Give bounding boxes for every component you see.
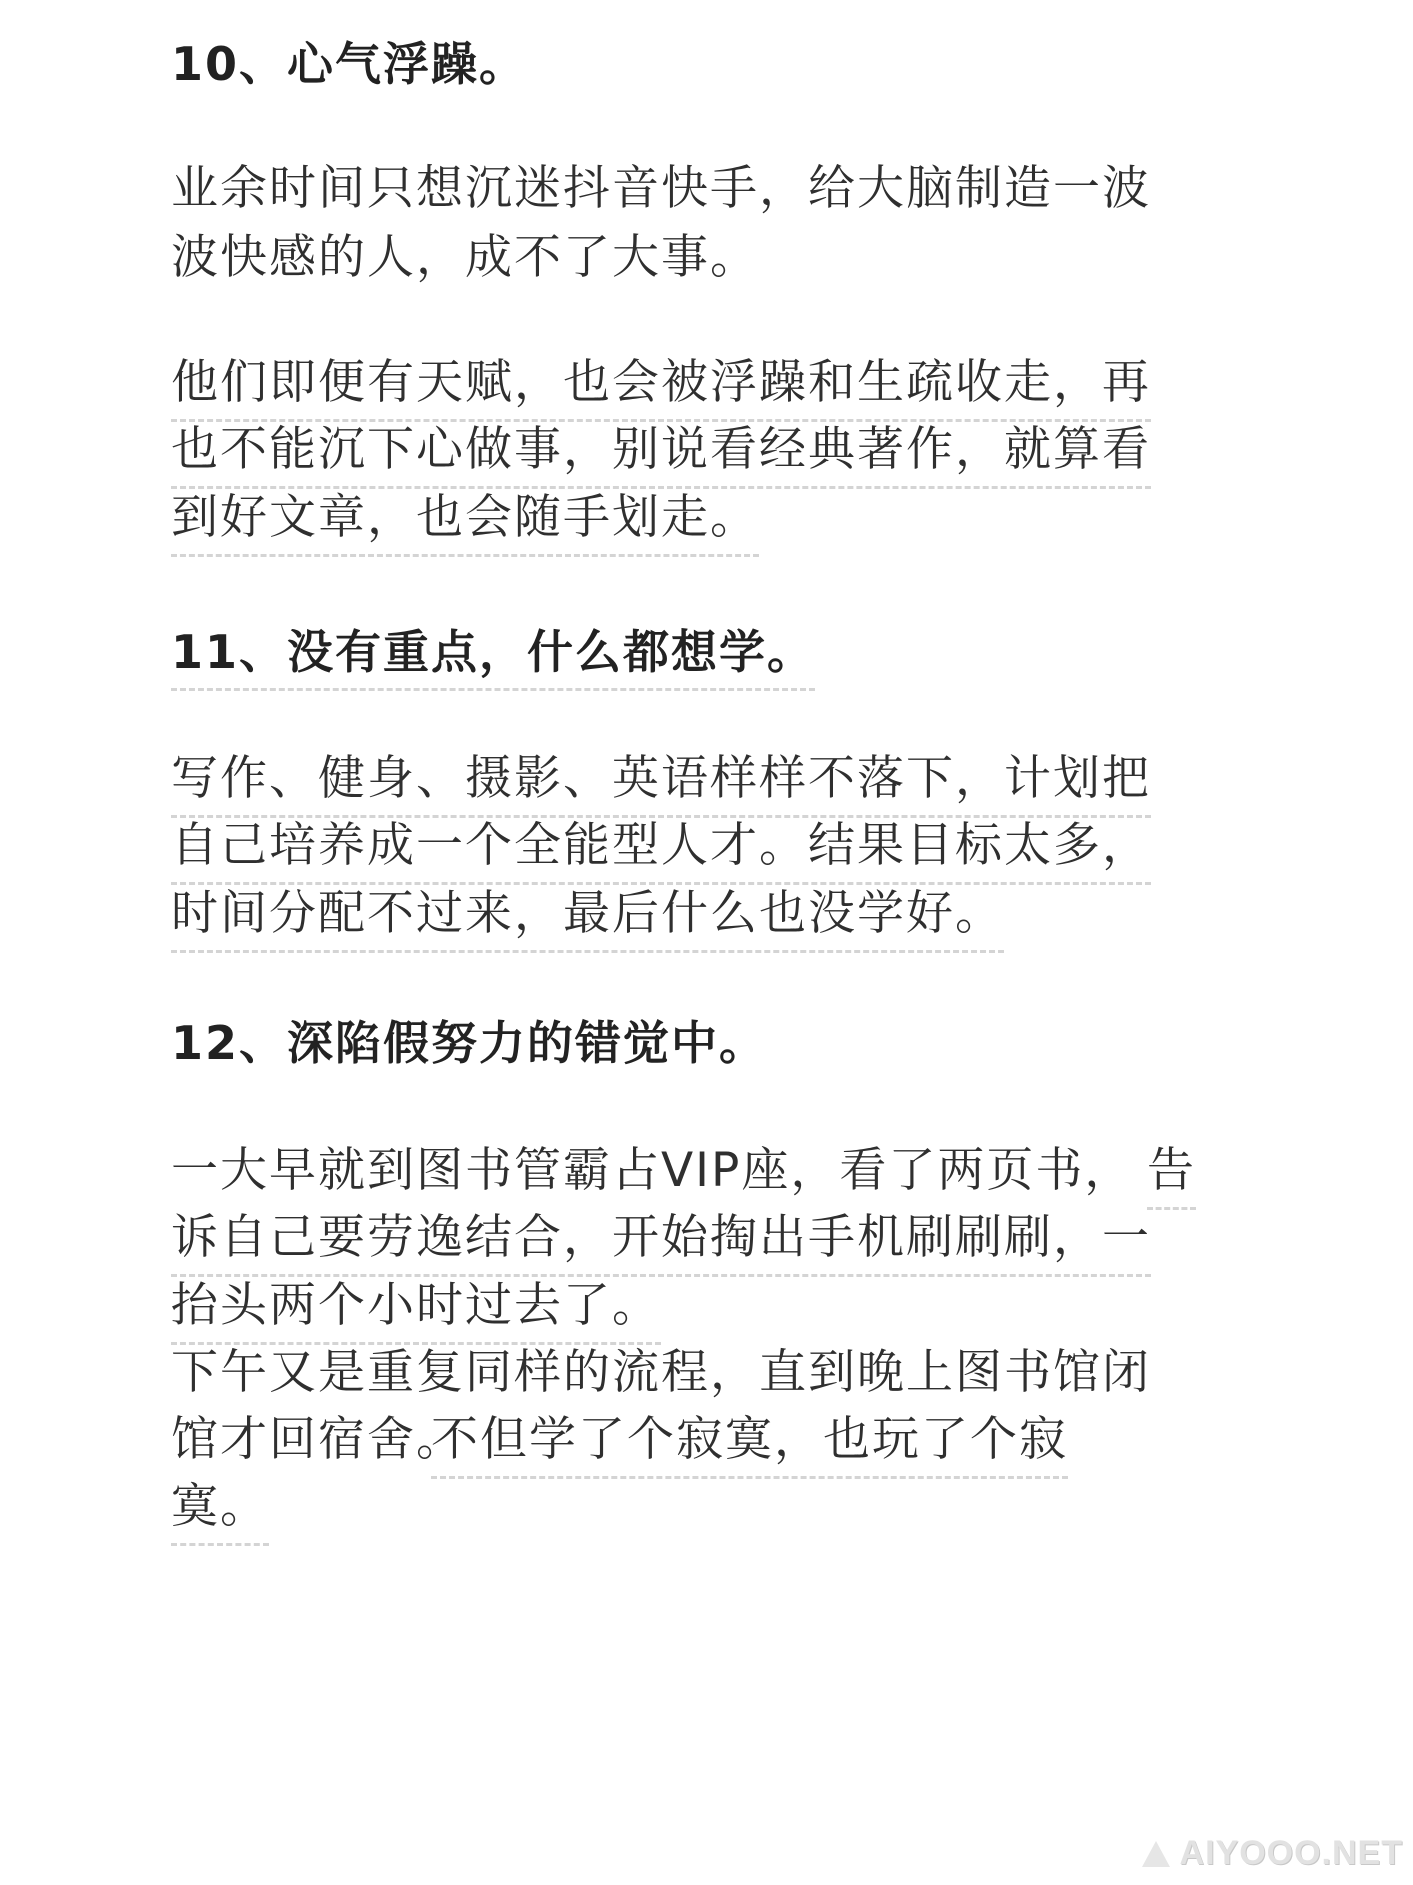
highlighted-line[interactable]: 诉自己要劳逸结合，开始掏出手机刷刷刷，一	[171, 1208, 1151, 1277]
paragraph-line: 一大早就到图书管霸占VIP座，看了两页书，	[171, 1143, 1134, 1198]
highlighted-line[interactable]: 抬头两个小时过去了。	[171, 1276, 661, 1345]
highlighted-fragment[interactable]: 不但学了个寂寞，也玩了个寂	[431, 1410, 1068, 1479]
highlighted-line[interactable]: 到好文章，也会随手划走。	[171, 488, 759, 557]
paragraph-line: 业余时间只想沉迷抖音快手，给大脑制造一波	[171, 161, 1151, 216]
highlighted-line[interactable]: 也不能沉下心做事，别说看经典著作，就算看	[171, 420, 1151, 489]
paragraph-line: 下午又是重复同样的流程，直到晚上图书馆闭	[171, 1345, 1151, 1400]
paragraph-line: 馆才回宿舍。	[171, 1412, 465, 1467]
highlighted-line[interactable]: 自己培养成一个全能型人才。结果目标太多，	[171, 816, 1151, 885]
paragraph-line: 波快感的人，成不了大事。	[171, 230, 759, 285]
section-heading-12: 12、深陷假努力的错觉中。	[171, 1016, 768, 1070]
highlighted-line[interactable]: 寞。	[171, 1477, 269, 1546]
highlighted-line[interactable]: 他们即便有天赋，也会被浮躁和生疏收走，再	[171, 353, 1151, 422]
section-heading-11[interactable]: 11、没有重点，什么都想学。	[171, 622, 815, 691]
site-watermark	[1142, 1834, 1403, 1873]
watermark-text: AIYOOO.NET	[1179, 1834, 1403, 1872]
highlighted-line[interactable]: 写作、健身、摄影、英语样样不落下，计划把	[171, 749, 1151, 818]
section-heading-10: 10、心气浮躁。	[171, 37, 528, 91]
highlighted-fragment[interactable]: 告	[1147, 1141, 1196, 1210]
highlighted-line[interactable]: 时间分配不过来，最后什么也没学好。	[171, 884, 1004, 953]
watermark-triangle-icon	[1142, 1841, 1170, 1867]
